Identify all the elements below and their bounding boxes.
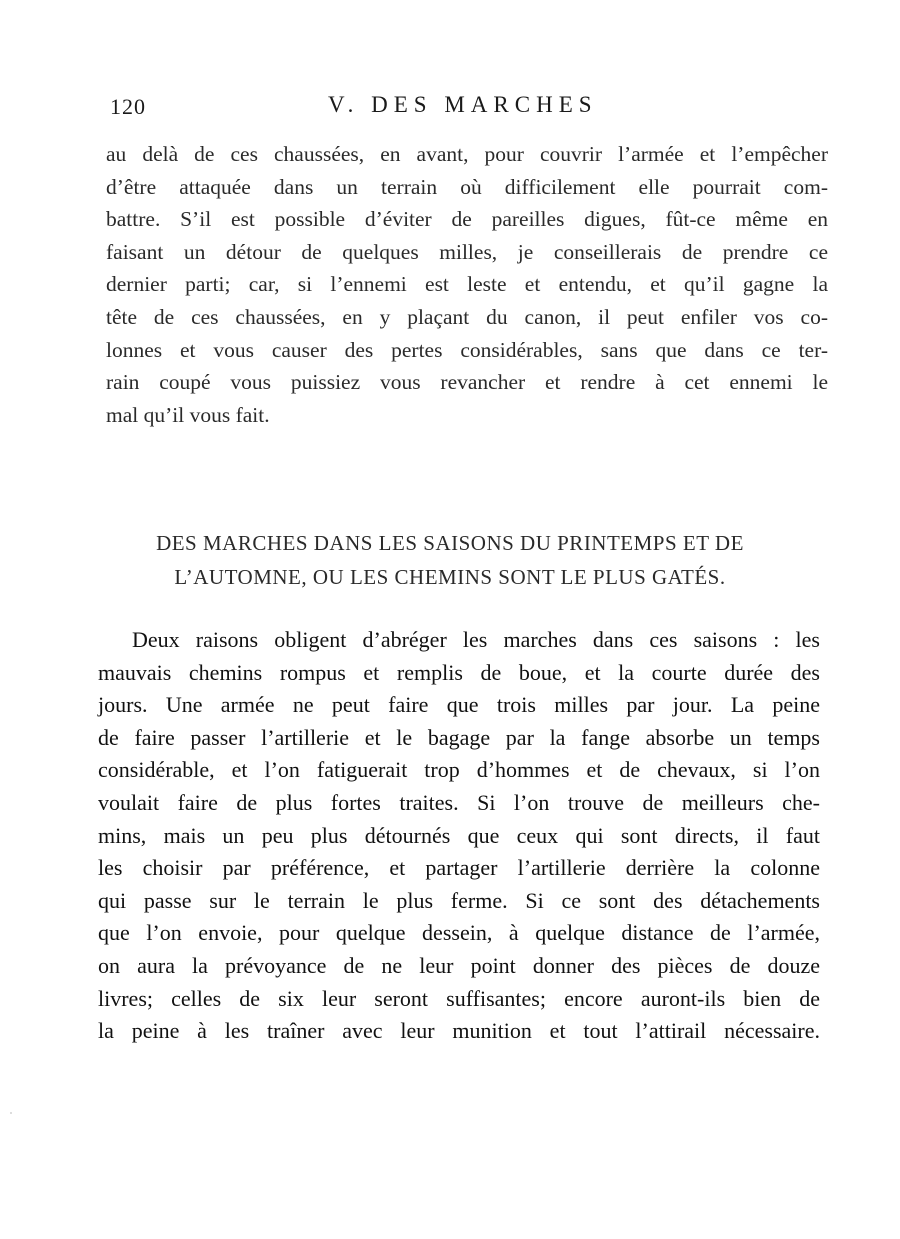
page-number: 120: [110, 94, 146, 119]
text-line: mal qu’il vous fait.: [106, 402, 270, 427]
section-heading: [100, 526, 800, 594]
text-line: jours. Une armée ne peut faire que trois milles par jour. La peine: [98, 692, 820, 718]
running-head: V. DES MARCHES: [328, 92, 598, 117]
text-line: Deux raisons obligent d’abréger les marches dans ces saisons : les: [132, 627, 820, 652]
text-line: la peine à les traîner avec leur munition et tout l’attirail nécessaire.: [98, 1018, 820, 1044]
text-line: battre. S’il est possible d’éviter de pareilles digues, fût-ce même en: [106, 207, 828, 232]
text-line: de faire passer l’artillerie et le bagage par la fange absorbe un temps: [98, 724, 820, 750]
paragraph-body: [98, 624, 820, 1048]
text-line: qui passe sur le terrain le plus ferme. Si ce sont des détachements: [98, 887, 820, 913]
page-header: [108, 92, 828, 122]
text-line: mauvais chemins rompus et remplis de boue, et la courte durée des: [98, 659, 820, 685]
paragraph-continued: [106, 138, 828, 431]
text-line: rain coupé vous puissiez vous revancher et rendre à cet ennemi le: [106, 370, 828, 395]
section-heading-line: L’AUTOMNE, OU LES CHEMINS SONT LE PLUS GATÉS.: [174, 565, 726, 589]
text-line: voulait faire de plus fortes traites. Si l’on trouve de meilleurs che-: [98, 789, 820, 815]
text-line: les choisir par préférence, et partager l’artillerie derrière la colonne: [98, 855, 820, 881]
text-line: mins, mais un peu plus détournés que ceux qui sont directs, il faut: [98, 822, 820, 848]
text-line: que l’on envoie, pour quelque dessein, à quelque distance de l’armée,: [98, 920, 820, 946]
scan-speck: [10, 1112, 12, 1114]
text-line: livres; celles de six leur seront suffisantes; encore auront-ils bien de: [98, 985, 820, 1011]
text-line: d’être attaquée dans un terrain où difficilement elle pourrait com-: [106, 174, 828, 199]
text-line: on aura la prévoyance de ne leur point donner des pièces de douze: [98, 952, 820, 978]
text-line: au delà de ces chaussées, en avant, pour couvrir l’armée et l’empêcher: [106, 142, 828, 166]
text-line: dernier parti; car, si l’ennemi est leste et entendu, et qu’il gagne la: [106, 272, 828, 297]
text-line: considérable, et l’on fatiguerait trop d’hommes et de chevaux, si l’on: [98, 757, 820, 783]
text-line: tête de ces chaussées, en y plaçant du canon, il peut enfiler vos co-: [106, 304, 828, 329]
text-line: faisant un détour de quelques milles, je conseillerais de prendre ce: [106, 239, 828, 264]
section-heading-line: DES MARCHES DANS LES SAISONS DU PRINTEMPS ET DE: [156, 531, 744, 555]
text-line: lonnes et vous causer des pertes considérables, sans que dans ce ter-: [106, 337, 828, 362]
